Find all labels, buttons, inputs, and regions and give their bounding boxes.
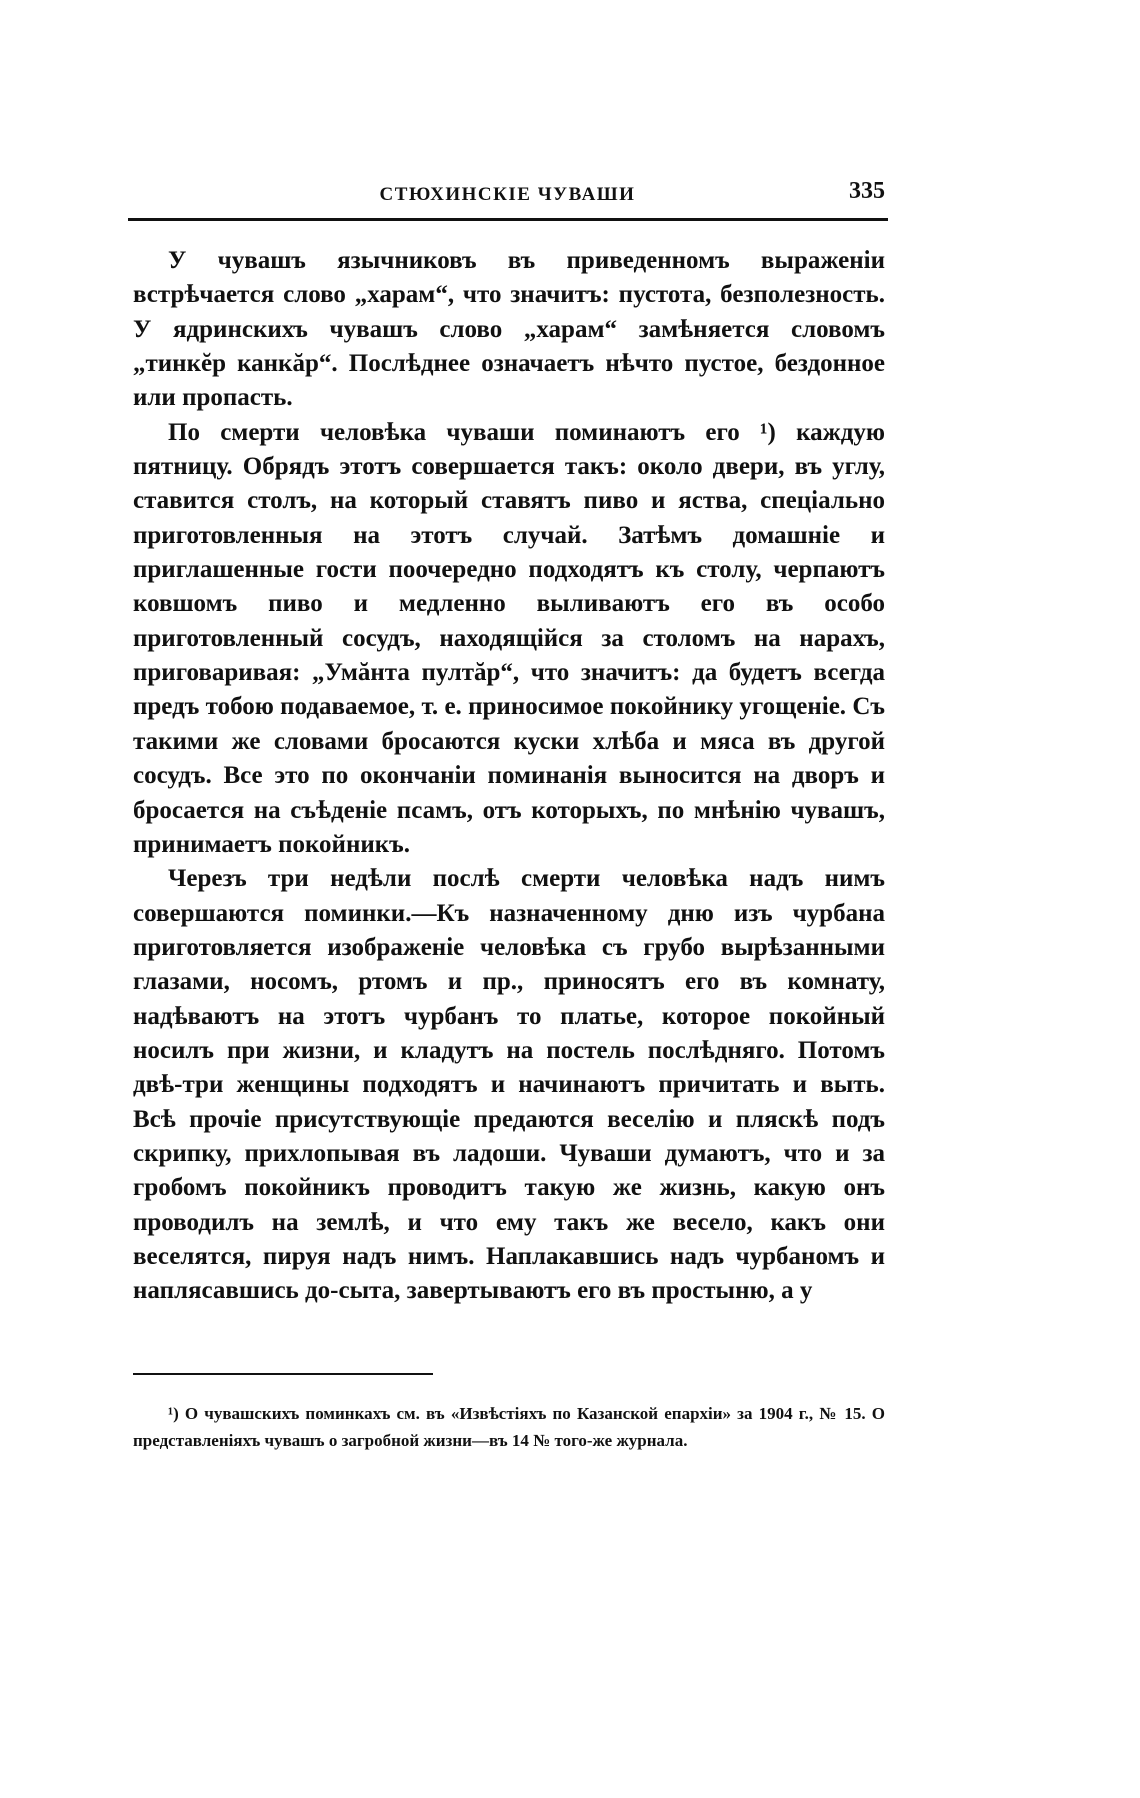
body-text: [133, 244, 885, 1309]
footnote: ¹) О чувашскихъ поминкахъ см. въ «Извѣстіяхъ по Казанской епархіи» за 1904 г., № 15. О представленіяхъ чувашъ о загробной жизни—въ 14 № того-же журнала.: [133, 1404, 885, 1450]
page-header: [130, 174, 885, 214]
running-title: СТЮХИНСКІЕ ЧУВАШИ: [379, 184, 636, 205]
paragraph: По смерти человѣка чуваши поминаютъ его ¹) каждую пятницу. Обрядъ этотъ совершается такъ: около двери, въ углу, ставится столъ, на который ставятъ пиво и яства, спеціально приготовленныя на этотъ случай. Затѣмъ домашніе и приглашенные гости поочередно подходятъ къ столу, черпаютъ ковшомъ пиво и медленно выливаютъ его въ особо приготовленный сосудъ, находящійся за столомъ на нарахъ, приговаривая: „Умăнта пултăр“, что значитъ: да будетъ всегда предъ тобою подаваемое, т. е. приносимое покойнику угощеніе. Съ такими же словами бросаются куски хлѣба и мяса въ другой сосудъ. Все это по окончаніи поминанія выносится на дворъ и бросается на съѣденіе псамъ, отъ которыхъ, по мнѣнію чувашъ, принимаетъ покойникъ.: [133, 418, 885, 858]
footnotes: [133, 1400, 885, 1454]
paragraph: Черезъ три недѣли послѣ смерти человѣка надъ нимъ совершаются поминки.—Къ назначенному дню изъ чурбана приготовляется изображеніе человѣка съ грубо вырѣзанными глазами, носомъ, ртомъ и пр., приносятъ его въ комнату, надѣваютъ на этотъ чурбанъ то платье, которое покойный носилъ при жизни, и кладутъ на постель послѣдняго. Потомъ двѣ-три женщины подходятъ и начинаютъ причитать и выть. Всѣ прочіе присутствующіе предаются веселію и пляскѣ подъ скрипку, прихлопывая въ ладоши. Чуваши думаютъ, что и за гробомъ покойникъ проводитъ такую же жизнь, какую онъ проводилъ на землѣ, и что ему такъ же весело, какъ они веселятся, пируя надъ нимъ. Наплакавшись надъ чурбаномъ и наплясавшись до-сыта, завертываютъ его въ простыню, а у: [133, 865, 885, 1305]
page-number: 335: [849, 178, 885, 204]
footnote-rule: [133, 1373, 433, 1375]
paragraph: У чувашъ язычниковъ въ приведенномъ выраженіи встрѣчается слово „харам“, что значитъ: пустота, безполезность. У ядринскихъ чувашъ слово „харам“ замѣняется словомъ „тинкĕр канкăр“. Послѣднее означаетъ нѣчто пустое, бездонное или пропасть.: [133, 247, 885, 412]
header-rule: [128, 218, 888, 221]
